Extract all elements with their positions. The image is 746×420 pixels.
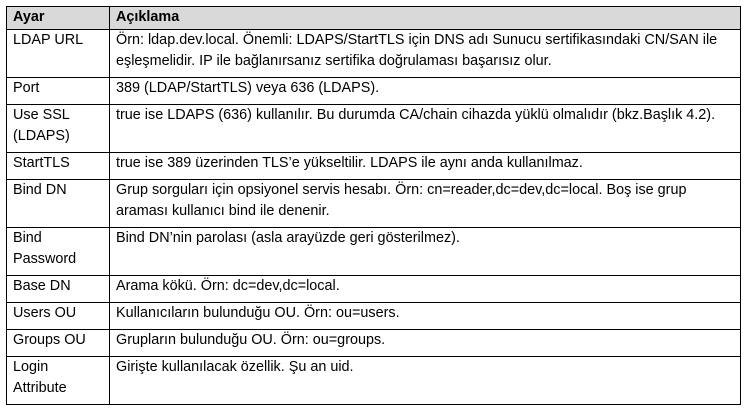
table-row [7, 228, 741, 276]
table-row [7, 180, 741, 228]
setting-cell: Groups OU [7, 330, 110, 357]
description-cell: Kullanıcıların bulunduğu OU. Örn: ou=users. [110, 303, 741, 330]
table-row [7, 78, 741, 105]
setting-cell: Base DN [7, 276, 110, 303]
description-cell: Grup sorguları için opsiyonel servis hesabı. Örn: cn=reader,dc=dev,dc=local. Boş ise grup araması kullanıcı bind ile denenir. [110, 180, 741, 228]
setting-cell: LDAP URL [7, 30, 110, 78]
table-header-row [7, 7, 741, 30]
description-cell: true ise 389 üzerinden TLS’e yükseltilir. LDAPS ile aynı anda kullanılmaz. [110, 153, 741, 180]
table-row [7, 276, 741, 303]
setting-cell: StartTLS [7, 153, 110, 180]
setting-cell: Port [7, 78, 110, 105]
table-row [7, 303, 741, 330]
table-row [7, 330, 741, 357]
description-cell: Arama kökü. Örn: dc=dev,dc=local. [110, 276, 741, 303]
description-cell: true ise LDAPS (636) kullanılır. Bu durumda CA/chain cihazda yüklü olmalıdır (bkz.Başlık 4.2). [110, 105, 741, 153]
description-cell: Bind DN’nin parolası (asla arayüzde geri gösterilmez). [110, 228, 741, 276]
description-cell: Grupların bulunduğu OU. Örn: ou=groups. [110, 330, 741, 357]
header-description: Açıklama [110, 7, 741, 30]
table-row [7, 105, 741, 153]
description-cell: 389 (LDAP/StartTLS) veya 636 (LDAPS). [110, 78, 741, 105]
setting-cell: Users OU [7, 303, 110, 330]
table-row [7, 357, 741, 405]
description-cell: Girişte kullanılacak özellik. Şu an uid. [110, 357, 741, 405]
setting-cell: Bind DN [7, 180, 110, 228]
description-cell: Örn: ldap.dev.local. Önemli: LDAPS/StartTLS için DNS adı Sunucu sertifikasındaki CN/SAN ile eşleşmelidir. IP ile bağlanırsanız sertifika doğrulaması başarısız olur. [110, 30, 741, 78]
setting-cell: Use SSL (LDAPS) [7, 105, 110, 153]
ldap-settings-table [6, 6, 741, 405]
header-setting: Ayar [7, 7, 110, 30]
setting-cell: Login Attribute [7, 357, 110, 405]
table-row [7, 153, 741, 180]
setting-cell: Bind Password [7, 228, 110, 276]
table-row [7, 30, 741, 78]
